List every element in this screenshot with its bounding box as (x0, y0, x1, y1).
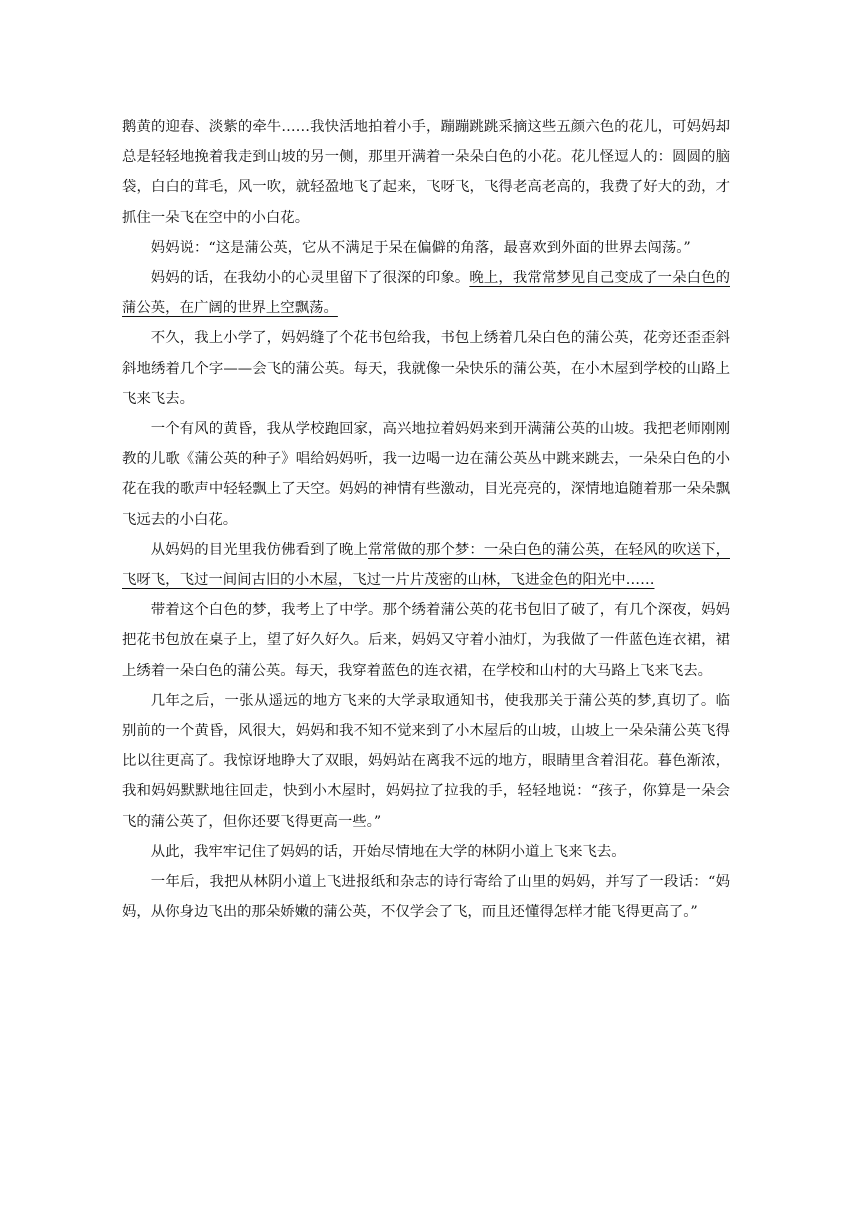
paragraph-8: 几年之后，一张从遥远的地方飞来的大学录取通知书，使我那关于蒲公英的梦,真切了。临别前的一个黄昏，风很大，妈妈和我不知不觉来到了小木屋后的山坡，山坡上一朵朵蒲公英飞得比以往更高了。我惊讶地睁大了双眼，妈妈站在离我不远的地方，眼睛里含着泪花。暮色渐浓，我和妈妈默默地往回走，快到小木屋时，妈妈拉了拉我的手，轻轻地说：“孩子，你算是一朵会飞的蒲公英了，但你还要飞得更高一些。” (122, 692, 730, 830)
paragraph-6-underlined-text: 常常做的那个梦：一朵白色的蒲公英，在轻风的吹送下，飞呀飞，飞过一间间古旧的小木屋，飞过一片片茂密的山林，飞进金色的阳光中…… (122, 541, 730, 589)
paragraph-10: 一年后，我把从林阴小道上飞进报纸和杂志的诗行寄给了山里的妈妈，并写了一段话：“妈妈，从你身边飞出的那朵娇嫩的蒲公英，不仅学会了飞，而且还懂得怎样才能飞得更高了。” (122, 874, 730, 921)
paragraph-7: 带着这个白色的梦，我考上了中学。那个绣着蒲公英的花书包旧了破了，有几个深夜，妈妈把花书包放在桌子上，望了好久好久。后来，妈妈又守着小油灯，为我做了一件蓝色连衣裙，裙上绣着一朵白色的蒲公英。每天，我穿着蓝色的连衣裙，在学校和山村的大马路上飞来飞去。 (122, 602, 730, 679)
paragraph-6-text: 从妈妈的目光里我仿佛看到了晚上 (150, 541, 369, 558)
paragraph-3-underlined-text: 晚上，我常常梦见自己变成了一朵白色的蒲公英，在广阔的世界上空飘荡。 (122, 270, 730, 317)
paragraph-3-text: 妈妈的话，在我幼小的心灵里留下了很深的印象。 (150, 270, 470, 287)
paragraph-1: 鹅黄的迎春、淡紫的牵牛……我快活地拍着小手，蹦蹦跳跳采摘这些五颜六色的花儿，可妈妈却总是轻轻地挽着我走到山坡的另一侧，那里开满着一朵朵白色的小花。花儿怪逗人的：圆圆的脑袋，白白的茸毛，风一吹，就轻盈地飞了起来，飞呀飞，飞得老高老高的，我费了好大的劲，才抓住一朵飞在空中的小白花。 (122, 119, 730, 226)
document-page (122, 112, 730, 927)
paragraph-2: 妈妈说：“这是蒲公英，它从不满足于呆在偏僻的角落，最喜欢到外面的世界去闯荡。” (150, 239, 691, 256)
paragraph-9: 从此，我牢牢记住了妈妈的话，开始尽情地在大学的林阴小道上飞来飞去。 (150, 843, 626, 860)
paragraph-6 (122, 535, 730, 595)
paragraph-4: 不久，我上小学了，妈妈缝了个花书包给我，书包上绣着几朵白色的蒲公英，花旁还歪歪斜斜地绣着几个字——会飞的蒲公英。每天，我就像一朵快乐的蒲公英，在小木屋到学校的山路上飞来飞去。 (122, 330, 730, 407)
paragraph-5: 一个有风的黄昏，我从学校跑回家，高兴地拉着妈妈来到开满蒲公英的山坡。我把老师刚刚教的儿歌《蒲公英的种子》唱给妈妈听，我一边喝一边在蒲公英丛中跳来跳去，一朵朵白色的小花在我的歌声中轻轻飘上了天空。妈妈的神情有些激动，目光亮亮的，深情地追随着那一朵朵飘飞远去的小白花。 (122, 421, 730, 528)
paragraph-3 (122, 263, 730, 323)
